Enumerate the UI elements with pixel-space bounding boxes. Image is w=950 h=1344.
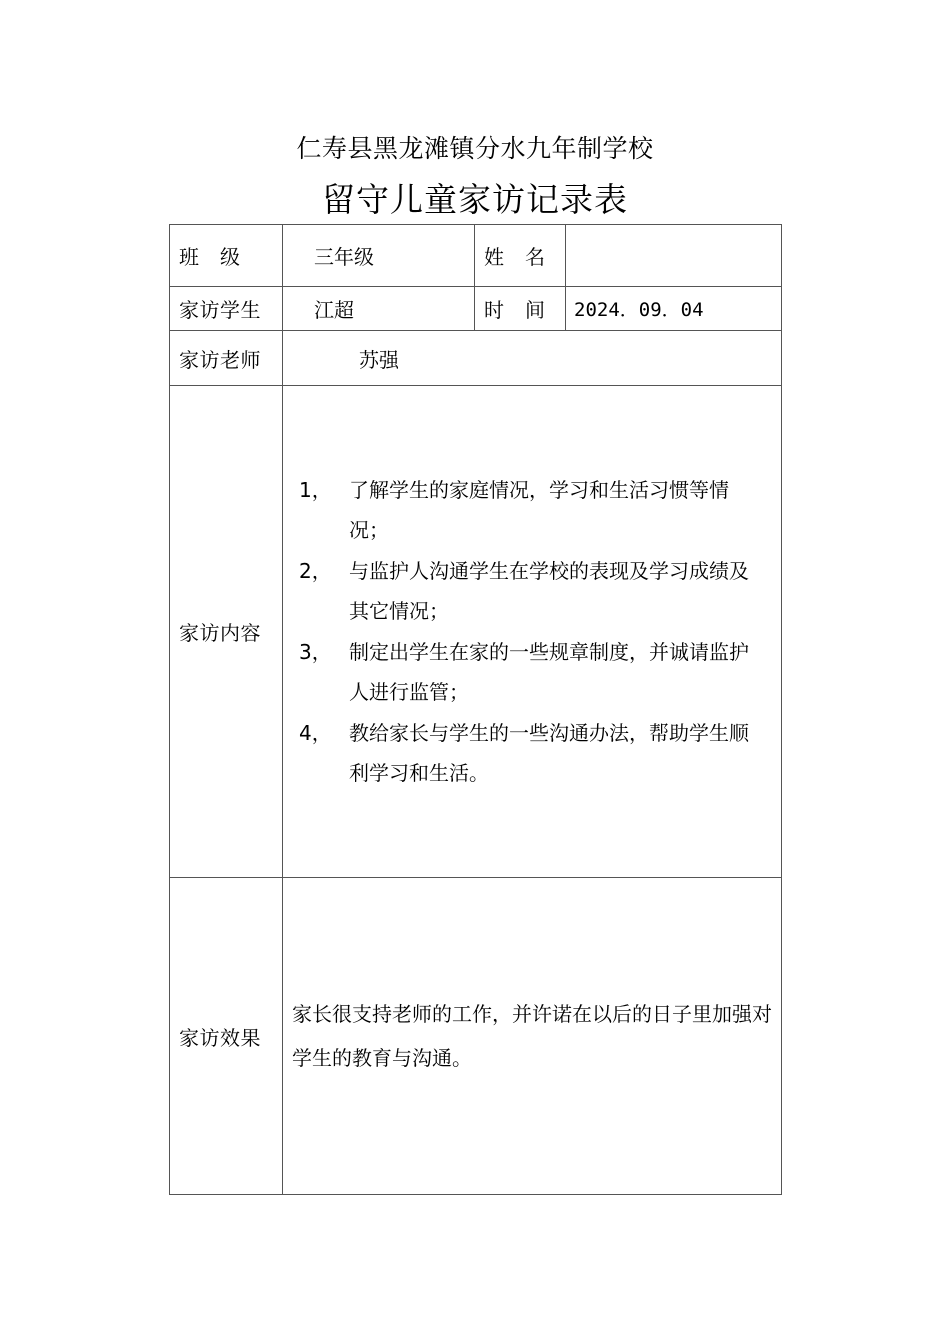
time-value: 2024．09．04 [566,287,782,331]
item-number: 2， [299,558,332,583]
name-label: 姓 名 [475,225,566,287]
item-text: 教给家长与学生的一些沟通办法，帮助学生顺利学习和生活。 [349,720,749,785]
row-content [170,386,782,878]
item-text: 制定出学生在家的一些规章制度，并诚请监护人进行监管； [349,639,749,704]
teacher-value: 苏强 [283,331,782,386]
content-label: 家访内容 [170,386,283,878]
row-effect [170,878,782,1195]
school-name: 仁寿县黑龙滩镇分水九年制学校 [296,134,654,163]
row-teacher [170,331,782,386]
form-title: 留守儿童家访记录表 [322,180,628,219]
class-value: 三年级 [283,225,475,287]
list-item [299,713,761,794]
effect-cell [283,878,782,1195]
teacher-label: 家访老师 [170,331,283,386]
list-item [299,632,761,713]
visit-record-table [169,224,782,1195]
row-student [170,287,782,331]
effect-label: 家访效果 [170,878,283,1195]
item-text: 与监护人沟通学生在学校的表现及学习成绩及其它情况； [349,558,749,623]
list-item [299,551,761,632]
item-number: 4， [299,720,332,745]
content-cell [283,386,782,878]
content-list [283,470,781,794]
time-label: 时 间 [475,287,566,331]
class-label: 班 级 [170,225,283,287]
item-number: 1， [299,477,332,502]
item-text: 了解学生的家庭情况，学习和生活习惯等情况； [349,477,729,542]
student-label: 家访学生 [170,287,283,331]
list-item [299,470,761,551]
student-value: 江超 [283,287,475,331]
effect-text: 家长很支持老师的工作，并许诺在以后的日子里加强对学生的教育与沟通。 [292,1002,772,1070]
item-number: 3， [299,639,332,664]
name-value [566,225,782,287]
row-class [170,225,782,287]
